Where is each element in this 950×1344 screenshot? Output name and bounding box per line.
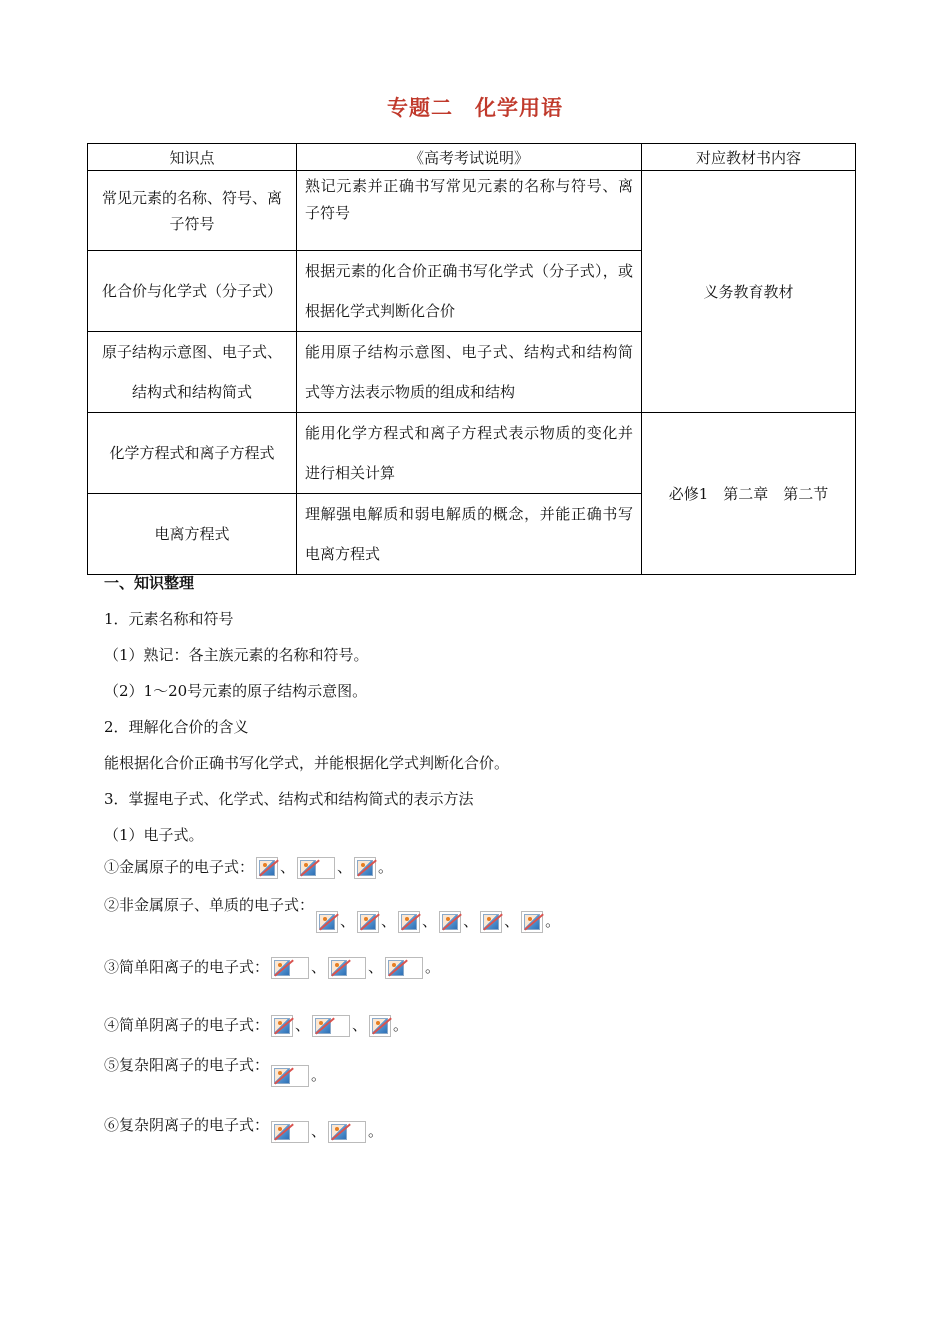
row-topic: 化合价与化学式（分子式）	[88, 251, 297, 332]
list-item	[104, 956, 440, 979]
broken-image-icon	[328, 957, 366, 979]
separator: 、	[352, 1016, 368, 1034]
row-requirement: 理解强电解质和弱电解质的概念，并能正确书写电离方程式	[297, 494, 642, 575]
list-item	[104, 1054, 326, 1087]
separator: 、	[422, 912, 438, 930]
row-reference: 义务教育教材	[642, 171, 856, 413]
row-topic: 电离方程式	[88, 494, 297, 575]
broken-image-icon	[521, 911, 543, 933]
paragraph: 能根据化合价正确书写化学式，并能根据化学式判断化合价。	[104, 754, 510, 772]
table-header-row	[88, 144, 856, 171]
item-label: ①金属原子的电子式：	[104, 858, 255, 876]
row-requirement: 熟记元素并正确书写常见元素的名称与符号、离子符号	[297, 171, 642, 251]
row-topic: 化学方程式和离子方程式	[88, 413, 297, 494]
period: 。	[311, 1066, 327, 1084]
broken-image-icon	[398, 911, 420, 933]
paragraph: （1）电子式。	[104, 826, 204, 844]
broken-image-icon	[369, 1015, 391, 1037]
row-requirement: 能用化学方程式和离子方程式表示物质的变化并进行相关计算	[297, 413, 642, 494]
list-item	[104, 894, 560, 933]
period: 。	[545, 912, 561, 930]
broken-image-icon	[316, 911, 338, 933]
paragraph: （2）1～20号元素的原子结构示意图。	[104, 682, 368, 700]
row-reference: 必修1 第二章 第二节	[642, 413, 856, 575]
broken-image-icon	[385, 957, 423, 979]
table-row	[88, 171, 856, 251]
separator: 、	[381, 912, 397, 930]
separator: 、	[311, 1122, 327, 1140]
period: 。	[368, 1122, 384, 1140]
period: 。	[425, 958, 441, 976]
period: 。	[393, 1016, 409, 1034]
separator: 、	[340, 912, 356, 930]
broken-image-icon	[256, 857, 278, 879]
broken-image-icon	[439, 911, 461, 933]
item-label: ②非金属原子、单质的电子式：	[104, 896, 315, 914]
item-label: ③简单阳离子的电子式：	[104, 958, 270, 976]
separator: 、	[463, 912, 479, 930]
separator: 、	[295, 1016, 311, 1034]
page-title: 专题二 化学用语	[387, 96, 563, 120]
broken-image-icon	[328, 1121, 366, 1143]
broken-image-icon	[297, 857, 335, 879]
row-requirement: 根据元素的化合价正确书写化学式（分子式），或根据化学式判断化合价	[297, 251, 642, 332]
separator: 、	[311, 958, 327, 976]
item-label: ④简单阴离子的电子式：	[104, 1016, 270, 1034]
broken-image-icon	[312, 1015, 350, 1037]
header-reference: 对应教材书内容	[642, 144, 856, 171]
broken-image-icon	[357, 911, 379, 933]
separator: 、	[504, 912, 520, 930]
item-label: ⑤复杂阳离子的电子式：	[104, 1056, 270, 1074]
list-item	[104, 1114, 383, 1143]
paragraph: 2．理解化合价的含义	[104, 718, 249, 736]
row-topic: 常见元素的名称、符号、离子符号	[88, 171, 297, 251]
item-label: ⑥复杂阴离子的电子式：	[104, 1116, 270, 1134]
broken-image-icon	[271, 1015, 293, 1037]
separator: 、	[368, 958, 384, 976]
section-heading: 一、知识整理	[104, 574, 195, 592]
broken-image-icon	[271, 1121, 309, 1143]
paragraph: （1）熟记：各主族元素的名称和符号。	[104, 646, 369, 664]
row-topic: 原子结构示意图、电子式、结构式和结构简式	[88, 332, 297, 413]
broken-image-icon	[354, 857, 376, 879]
broken-image-icon	[271, 1065, 309, 1087]
row-requirement: 能用原子结构示意图、电子式、结构式和结构简式等方法表示物质的组成和结构	[297, 332, 642, 413]
broken-image-icon	[480, 911, 502, 933]
separator: 、	[280, 858, 296, 876]
paragraph: 3．掌握电子式、化学式、结构式和结构简式的表示方法	[104, 790, 474, 808]
separator: 、	[337, 858, 353, 876]
list-item	[104, 856, 393, 879]
period: 。	[378, 858, 394, 876]
header-topic: 知识点	[88, 144, 297, 171]
knowledge-table	[87, 143, 856, 575]
list-item	[104, 1014, 408, 1037]
paragraph: 1．元素名称和符号	[104, 610, 234, 628]
header-requirement: 《高考考试说明》	[297, 144, 642, 171]
broken-image-icon	[271, 957, 309, 979]
table-row	[88, 413, 856, 494]
